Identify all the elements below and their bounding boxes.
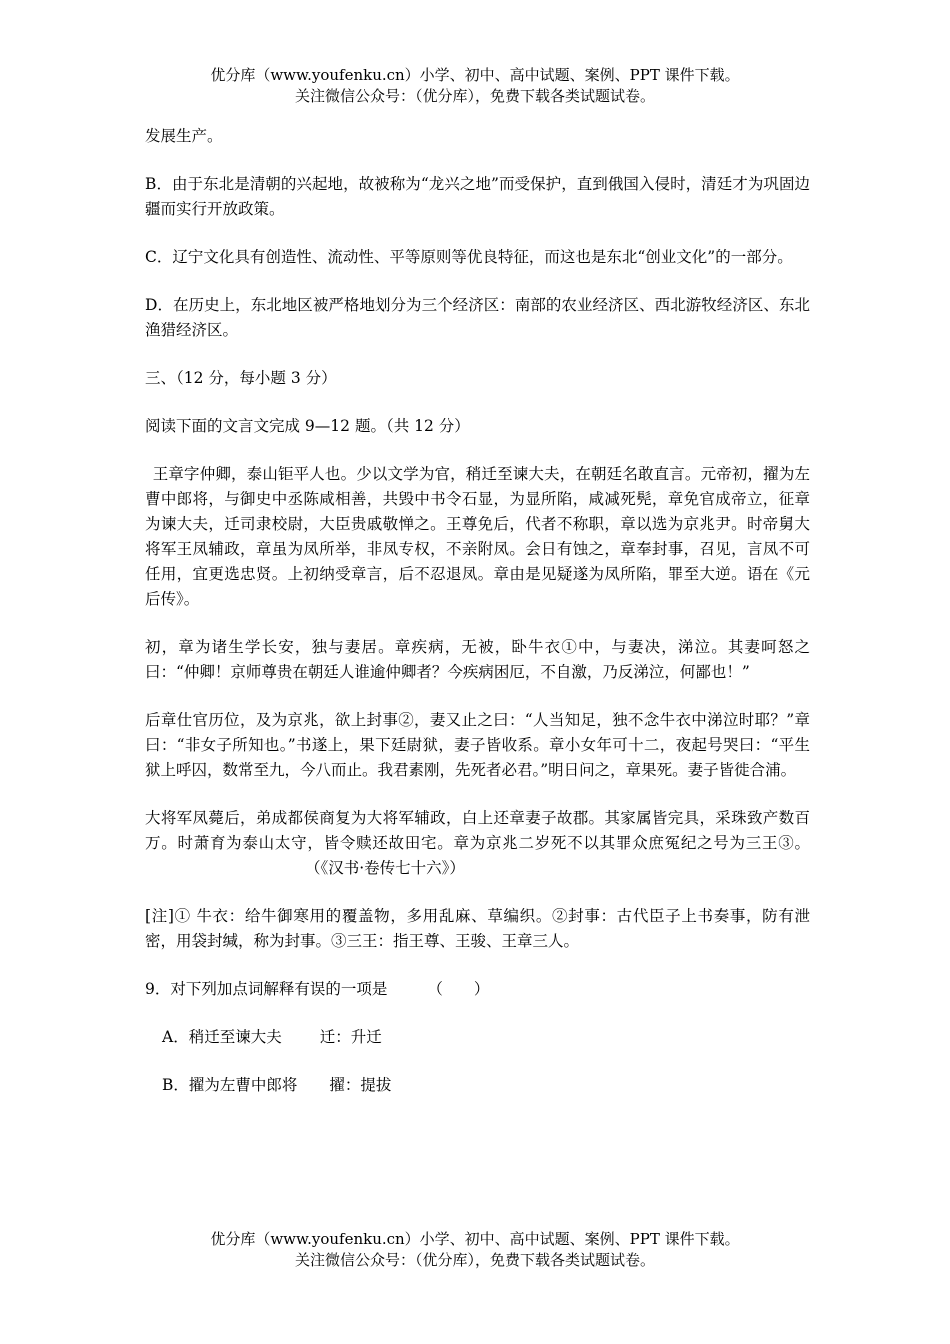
option-a-gloss: 迁：升迁	[319, 1028, 382, 1046]
answer-blank: （ ）	[427, 980, 490, 998]
page-header	[0, 65, 950, 107]
header-line-1: 优分库（www.youfenku.cn）小学、初中、高中试题、案例、PPT 课件下载。	[210, 66, 740, 84]
classical-passage-3: 后章仕官历位，及为京兆，欲上封事②，妻又止之曰：“人当知足，独不念牛衣中涕泣时耶？”章曰：“非女子所知也。”书遂上，果下廷尉狱，妻子皆收系。章小女年可十二，夜起号哭曰：“平生狱上呼囚，数常至九，今八而止。我君素刚，先死者必君。”明日问之，章果死。妻子皆徙合浦。	[145, 711, 810, 779]
header-line-2: 关注微信公众号：（优分库），免费下载各类试题试卷。	[294, 87, 655, 105]
annotation-notes: [注]① 牛衣：给牛御寒用的覆盖物，多用乱麻、草编织。②封事：古代臣子上书奏事，防有泄密，用袋封缄，称为封事。③三王：指王尊、王骏、王章三人。	[145, 907, 810, 950]
classical-passage-2: 初，章为诸生学长安，独与妻居。章疾病，无被，卧牛衣①中，与妻决，涕泣。其妻呵怒之曰：“仲卿！京师尊贵在朝廷人谁逾仲卿者？今疾病困厄，不自激，乃反涕泣，何鄙也！”	[145, 638, 810, 681]
option-c-paragraph: C．辽宁文化具有创造性、流动性、平等原则等优良特征，而这也是东北“创业文化”的一部分。	[145, 248, 793, 266]
footer-line-2: 关注微信公众号：（优分库），免费下载各类试题试卷。	[294, 1251, 655, 1269]
option-b-text: B．擢为左曹中郎将	[162, 1076, 298, 1094]
page-footer	[0, 1229, 950, 1271]
reading-instruction: 阅读下面的文言文完成 9—12 题。（共 12 分）	[145, 417, 470, 435]
option-a	[145, 1025, 810, 1050]
passage-source: （《汉书·卷传七十六》）	[305, 859, 465, 877]
option-b	[145, 1073, 810, 1098]
question-9-text: 9．对下列加点词解释有误的一项是	[145, 980, 388, 998]
footer-line-1: 优分库（www.youfenku.cn）小学、初中、高中试题、案例、PPT 课件下载。	[210, 1230, 740, 1248]
document-body	[145, 124, 810, 1121]
classical-passage-1: 王章字仲卿，泰山钜平人也。少以文学为官，稍迁至谏大夫，在朝廷名敢直言。元帝初，擢为左曹中郎将，与御史中丞陈咸相善，共毁中书令石显，为显所陷，咸减死髡，章免官成帝立，征章为谏大夫，迁司隶校尉，大臣贵戚敬惮之。王尊免后，代者不称职，章以选为京兆尹。时帝舅大将军王凤辅政，章虽为凤所举，非凤专权，不亲附凤。会日有蚀之，章奉封事，召见，言凤不可任用，宜更选忠贤。上初纳受章言，后不忍退凤。章由是见疑遂为凤所陷，罪至大逆。语在《元后传》。	[145, 465, 810, 608]
section-heading: 三、（12 分，每小题 3 分）	[145, 369, 337, 387]
classical-passage-4	[145, 806, 810, 881]
paragraph-continuation: 发展生产。	[145, 127, 223, 145]
option-b-gloss: 擢：提拔	[329, 1076, 392, 1094]
question-9	[145, 977, 810, 1002]
option-a-text: A．稍迁至谏大夫	[162, 1028, 282, 1046]
option-d-paragraph: D．在历史上，东北地区被严格地划分为三个经济区：南部的农业经济区、西北游牧经济区、东北渔猎经济区。	[145, 296, 810, 339]
option-b-paragraph: B．由于东北是清朝的兴起地，故被称为“龙兴之地”而受保护，直到俄国入侵时，清廷才为巩固边疆而实行开放政策。	[145, 175, 810, 218]
passage-4-text: 大将军凤薨后，弟成都侯商复为大将军辅政，白上还章妻子故郡。其家属皆完具，采珠致产数百万。时萧育为泰山太守，皆令赎还故田宅。章为京兆二岁死不以其罪众庶冤纪之号为三王③。	[145, 809, 810, 852]
